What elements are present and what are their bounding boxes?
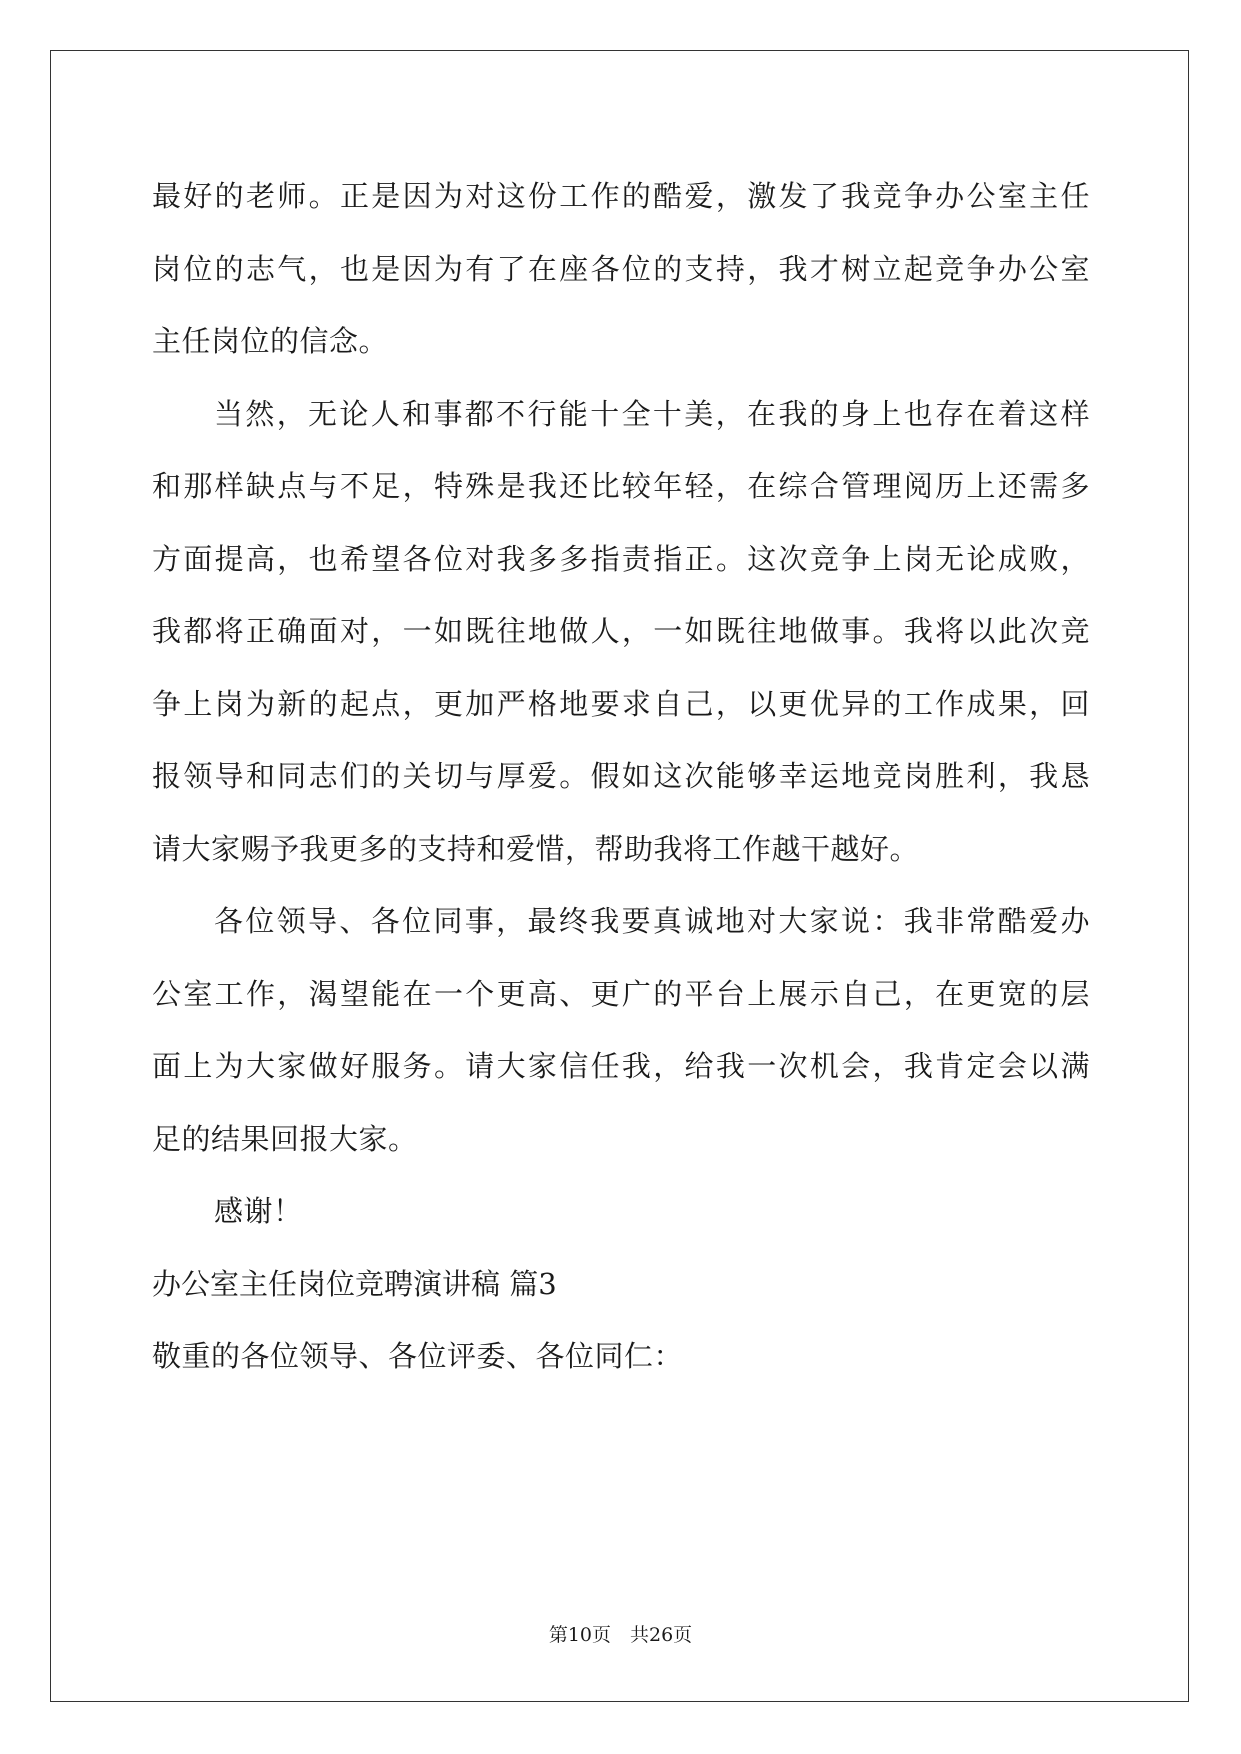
text-line: 主任岗位的信念。 <box>152 324 389 358</box>
text-line: 当然，无论人和事都不行能十全十美，在我的身上也存在着这样 <box>214 396 1090 431</box>
text-line: 足的结果回报大家。 <box>152 1121 418 1156</box>
text-line: 公室工作，渴望能在一个更高、更广的平台上展示自己，在更宽的层 <box>152 976 1090 1011</box>
text-line: 岗位的志气，也是因为有了在座各位的支持，我才树立起竞争办公室 <box>152 251 1090 286</box>
document-body <box>152 160 1090 1393</box>
text-line: 各位领导、各位同事，最终我要真诚地对大家说：我非常酷爱办 <box>214 904 1090 938</box>
text-line: 和那样缺点与不足，特殊是我还比较年轻，在综合管理阅历上还需多 <box>152 469 1090 503</box>
salutation-line: 敬重的各位领导、各位评委、各位同仁： <box>152 1339 684 1373</box>
text-line: 最好的老师。正是因为对这份工作的酷爱，激发了我竞争办公室主任 <box>152 179 1090 213</box>
page-footer <box>0 1620 1241 1647</box>
text-line: 报领导和同志们的关切与厚爱。假如这次能够幸运地竞岗胜利，我恳 <box>152 759 1090 793</box>
text-line: 请大家赐予我更多的支持和爱惜，帮助我将工作越干越好。 <box>152 831 920 866</box>
text-line: 方面提高，也希望各位对我多多指责指正。这次竞争上岗无论成败， <box>152 541 1090 576</box>
text-line: 我都将正确面对，一如既往地做人，一如既往地做事。我将以此次竞 <box>152 614 1090 648</box>
text-line: 争上岗为新的起点，更加严格地要求自己，以更优异的工作成果，回 <box>152 686 1090 721</box>
text-line: 感谢！ <box>214 1194 303 1228</box>
page-number-label: 第10页 共26页 <box>548 1624 693 1646</box>
text-line: 面上为大家做好服务。请大家信任我，给我一次机会，我肯定会以满 <box>152 1049 1090 1083</box>
section-heading: 办公室主任岗位竞聘演讲稿 篇3 <box>152 1266 557 1301</box>
